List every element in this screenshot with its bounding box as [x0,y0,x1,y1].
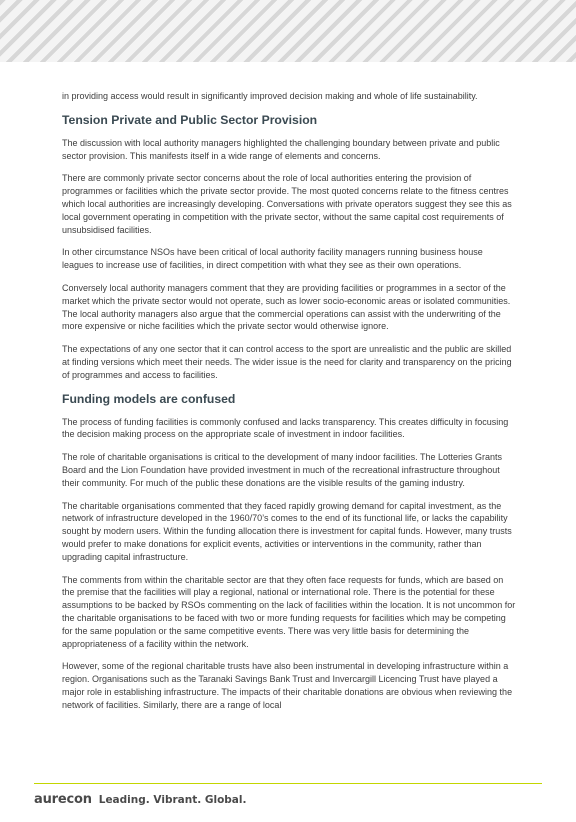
body-paragraph: The discussion with local authority managers highlighted the challenging boundary between private and public sector provision. This manifests itself in a wide range of elements and concerns. [62,137,500,161]
body-paragraph: The process of funding facilities is commonly confused and lacks transparency. This creates difficulty in focusing the decision making process on the appropriate scale of investment in indoor facilities. [62,416,509,440]
body-paragraph: The expectations of any one sector that it can control access to the sport are unrealistic and the public are skilled at finding versions which meet their needs. The wider issue is the need for clarity and transparency on the pricing of programmes and access to facilities. [62,344,512,380]
body-paragraph: There are commonly private sector concerns about the role of local authorities entering the provision of programmes or facilities which the private sector provide. The most quoted concerns relate to the fitness centres which local authorities are increasingly developing. Conversations with private operators suggest they see this as local government operating in competition with the private sector, without the same capital cost requirements of unsubsidised facilities. [62,173,512,235]
body-paragraph: The charitable organisations commented that they faced rapidly growing demand for capital investment, as the network of infrastructure developed in the 1960/70’s comes to the end of its functional life, or lacks the capability sought by modern users. Within the funding allocation there is investment for capital funds. However, many trusts would prefer to make donations for explicit events, activities or interventions in the community, rather than upgrading capital infrastructure. [62,500,512,562]
section-heading-private-public: Tension Private and Public Sector Provision [62,112,318,127]
footer [34,792,246,810]
footer-tagline: Leading. Vibrant. Global. [98,794,247,806]
footer-rule [34,783,542,784]
body-paragraph: Conversely local authority managers comment that they are providing facilities or programmes in a sector of the market which the private sector would not operate, such as lower socio-economic areas or isolated communities. The local authority managers also argue that the commercial operations can assist with the underwriting of the more expensive or niche facilities which the private sector would otherwise ignore. [62,282,511,332]
body-paragraph: in providing access would result in significantly improved decision making and whole of life sustainability. [62,91,478,101]
header-pattern-band [0,0,576,62]
body-paragraph: The role of charitable organisations is critical to the development of many indoor facilities. The Lotteries Grants Board and the Lion Foundation have provided investment in much of the recreational infrastructure throughout their community. For much of the public these donations are the visible results of the gaming industry. [62,452,503,488]
document-body [62,90,516,721]
section-heading-funding-models: Funding models are confused [62,391,236,406]
body-paragraph: However, some of the regional charitable trusts have also been instrumental in developing infrastructure within a region. Organisations such as the Taranaki Savings Bank Trust and Invercargill Licencing Trust have played a major role in establishing infrastructure. The impacts of their charitable donations are obvious when reviewing the network of facilities. Similarly, there are a range of local [62,661,513,710]
body-paragraph: In other circumstance NSOs have been critical of local authority facility managers running business house leagues to increase use of facilities, in direct competition with what they see as their own operations. [62,247,483,271]
aurecon-logo: aurecon [34,792,92,807]
body-paragraph: The comments from within the charitable sector are that they often face requests for funds, which are based on the premise that the facilities will play a regional, national or international role. There is the potential for these assumptions to be backed by RSOs commenting on the lack of facilities within the location. It is not uncommon for the charitable organisations to be faced with two or more funding requests for facilities which may be competing for the same population or the same competitive events. There was very little basis for determining the appropriateness of a facility within the network. [62,574,516,649]
